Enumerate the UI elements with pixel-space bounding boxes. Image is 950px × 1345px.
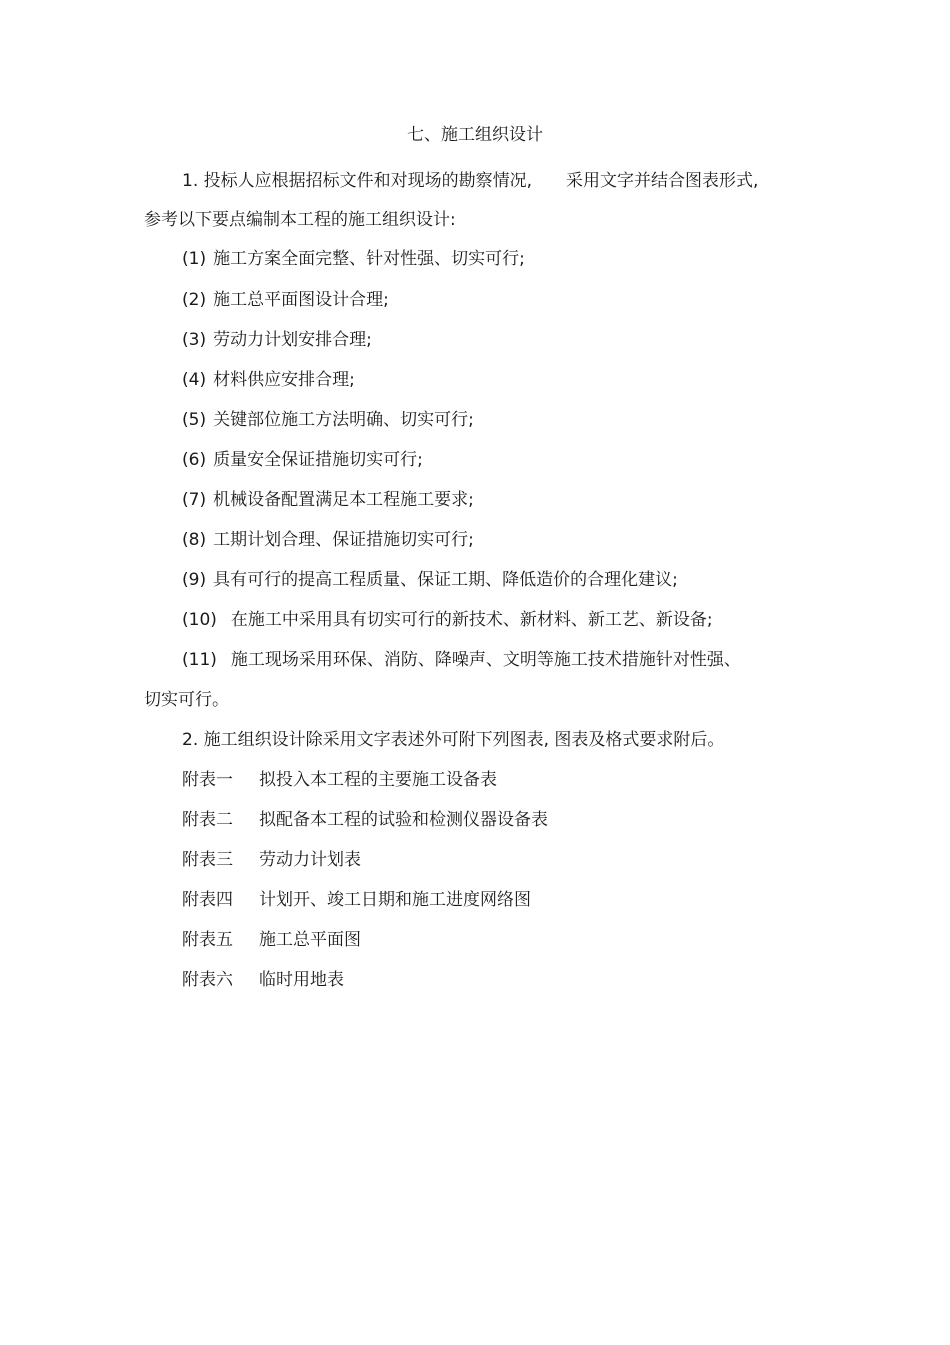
list-item — [182, 489, 474, 511]
list-item-number: (11) — [182, 650, 217, 670]
appendix-item — [182, 849, 361, 871]
list-item-number: (3) — [182, 330, 207, 350]
list-item-number: (8) — [182, 530, 207, 550]
list-item-number: (1) — [182, 249, 207, 269]
appendix-label: 附表六 — [182, 970, 233, 990]
list-item-number: (4) — [182, 370, 207, 390]
list-item-text: 材料供应安排合理; — [213, 370, 355, 390]
list-item — [182, 329, 372, 351]
list-item-number: (7) — [182, 490, 207, 510]
appendix-item — [182, 969, 344, 991]
list-item-text: 关键部位施工方法明确、切实可行; — [213, 410, 474, 430]
appendix-label: 附表三 — [182, 850, 233, 870]
section1-line1-b: 采用文字并结合图表形式, — [566, 171, 759, 191]
list-item — [182, 409, 474, 431]
list-item-text: 具有可行的提高工程质量、保证工期、降低造价的合理化建议; — [213, 570, 678, 590]
list-item-continuation: 切实可行。 — [144, 690, 229, 710]
appendix-text: 劳动力计划表 — [259, 850, 361, 870]
page-title: 七、施工组织设计 — [407, 125, 543, 145]
list-item — [182, 569, 678, 591]
list-item — [182, 449, 423, 471]
list-item-text: 施工现场采用环保、消防、降噪声、文明等施工技术措施针对性强、 — [230, 650, 741, 670]
list-item-text: 机械设备配置满足本工程施工要求; — [213, 490, 474, 510]
list-item-number: (2) — [182, 290, 207, 310]
appendix-label: 附表五 — [182, 930, 233, 950]
appendix-item — [182, 809, 548, 831]
list-item-text: 工期计划合理、保证措施切实可行; — [213, 530, 474, 550]
list-item-number: (5) — [182, 410, 207, 430]
appendix-label: 附表四 — [182, 890, 233, 910]
section1-line1 — [182, 170, 758, 192]
appendix-text: 临时用地表 — [259, 970, 344, 990]
appendix-text: 施工总平面图 — [259, 930, 361, 950]
list-item — [182, 529, 474, 551]
list-item-text: 施工总平面图设计合理; — [213, 290, 389, 310]
section2-line: 2. 施工组织设计除采用文字表述外可附下列图表, 图表及格式要求附后。 — [182, 730, 725, 750]
list-item — [182, 369, 355, 391]
appendix-label: 附表二 — [182, 810, 233, 830]
list-item — [182, 289, 389, 311]
list-item — [182, 649, 741, 671]
appendix-label: 附表一 — [182, 770, 233, 790]
list-item-number: (6) — [182, 450, 207, 470]
section1-line2: 参考以下要点编制本工程的施工组织设计: — [144, 210, 456, 230]
list-item-text: 施工方案全面完整、针对性强、切实可行; — [213, 249, 525, 269]
list-item — [182, 248, 525, 270]
list-item-number: (10) — [182, 610, 217, 630]
list-item-text: 在施工中采用具有切实可行的新技术、新材料、新工艺、新设备; — [230, 610, 713, 630]
appendix-text: 拟配备本工程的试验和检测仪器设备表 — [259, 810, 548, 830]
appendix-item — [182, 769, 497, 791]
list-item-number: (9) — [182, 570, 207, 590]
list-item-text: 劳动力计划安排合理; — [213, 330, 372, 350]
list-item-text: 质量安全保证措施切实可行; — [213, 450, 423, 470]
appendix-text: 计划开、竣工日期和施工进度网络图 — [259, 890, 531, 910]
appendix-item — [182, 929, 361, 951]
section1-line1-a: 1. 投标人应根据招标文件和对现场的勘察情况, — [182, 171, 533, 191]
list-item — [182, 609, 713, 631]
appendix-text: 拟投入本工程的主要施工设备表 — [259, 770, 497, 790]
appendix-item — [182, 889, 531, 911]
